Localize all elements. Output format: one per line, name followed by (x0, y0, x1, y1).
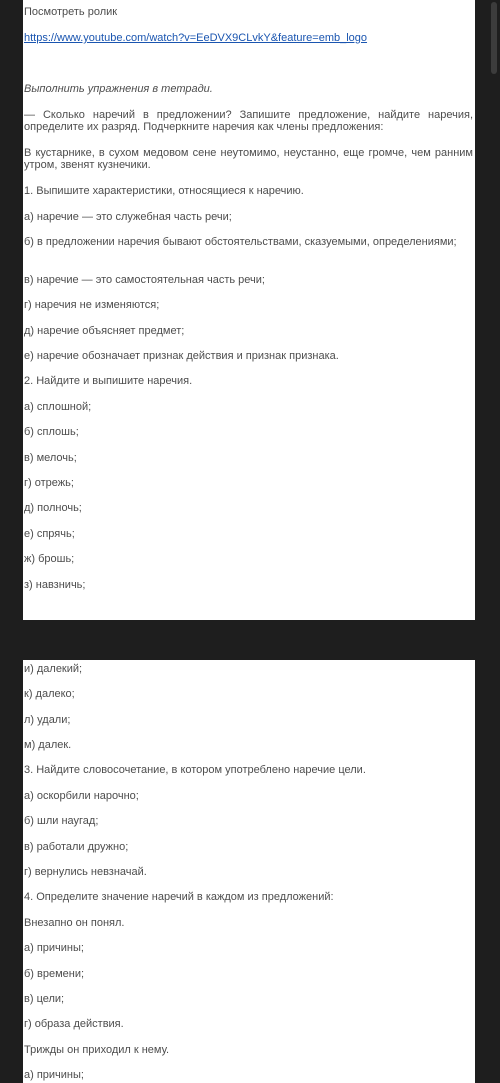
question-3: 3. Найдите словосочетание, в котором употреблено наречие цели. (24, 764, 366, 776)
video-label: Посмотреть ролик (24, 6, 118, 18)
document-page-2 (23, 660, 475, 1083)
task-sentence: В кустарнике, в сухом медовом сене неутомимо, неустанно, еще громче, чем ранним утром, звенят кузнечики. (24, 147, 473, 171)
question-2-option-d: д) полночь; (24, 502, 82, 514)
question-1-option-g: г) наречия не изменяются; (24, 299, 160, 311)
question-2-option-e: е) спрячь; (24, 528, 75, 540)
question-4-s2-option-a: а) причины; (24, 1069, 84, 1081)
question-2-option-b: б) сплошь; (24, 426, 79, 438)
question-4-s1-option-g: г) образа действия. (24, 1018, 124, 1030)
question-2-option-k: к) далеко; (24, 688, 75, 700)
document-page-1 (23, 0, 475, 620)
question-2-option-g: г) отрежь; (24, 477, 74, 489)
question-1: 1. Выпишите характеристики, относящиеся к наречию. (24, 185, 304, 197)
question-4-sentence-1: Внезапно он понял. (24, 917, 125, 929)
question-2-option-z: з) навзничь; (24, 579, 86, 591)
task-intro: — Сколько наречий в предложении? Запишите предложение, найдите наречия, определите их разряд. Подчеркните наречия как члены предложения: (24, 109, 473, 133)
question-4-sentence-2: Трижды он приходил к нему. (24, 1044, 170, 1056)
question-1-option-v: в) наречие — это самостоятельная часть речи; (24, 274, 265, 286)
question-2-option-l: л) удали; (24, 714, 71, 726)
question-4-s1-option-v: в) цели; (24, 993, 65, 1005)
scrollbar-thumb[interactable] (491, 2, 497, 74)
question-2-option-m: м) далек. (24, 739, 72, 751)
question-2-option-zh: ж) брошь; (24, 553, 75, 565)
question-4: 4. Определите значение наречий в каждом из предложений: (24, 891, 334, 903)
question-2-option-v: в) мелочь; (24, 452, 77, 464)
question-1-option-b: б) в предложении наречия бывают обстоятельствами, сказуемыми, определениями; (24, 236, 457, 248)
question-1-option-d: д) наречие объясняет предмет; (24, 325, 185, 337)
question-1-option-a: а) наречие — это служебная часть речи; (24, 211, 232, 223)
video-link[interactable]: https://www.youtube.com/watch?v=EeDVX9CLvkY&feature=emb_logo (24, 32, 368, 44)
question-3-option-v: в) работали дружно; (24, 841, 129, 853)
question-3-option-b: б) шли наугад; (24, 815, 99, 827)
vertical-scrollbar[interactable] (488, 0, 500, 1083)
instruction-text: Выполнить упражнения в тетради. (24, 83, 213, 95)
question-2-option-a: а) сплошной; (24, 401, 92, 413)
question-2-option-i: и) далекий; (24, 663, 83, 675)
question-3-option-a: а) оскорбили нарочно; (24, 790, 139, 802)
question-1-option-e: е) наречие обозначает признак действия и признак признака. (24, 350, 339, 362)
question-3-option-g: г) вернулись невзначай. (24, 866, 147, 878)
question-4-s1-option-b: б) времени; (24, 968, 85, 980)
question-4-s1-option-a: а) причины; (24, 942, 84, 954)
question-2: 2. Найдите и выпишите наречия. (24, 375, 193, 387)
